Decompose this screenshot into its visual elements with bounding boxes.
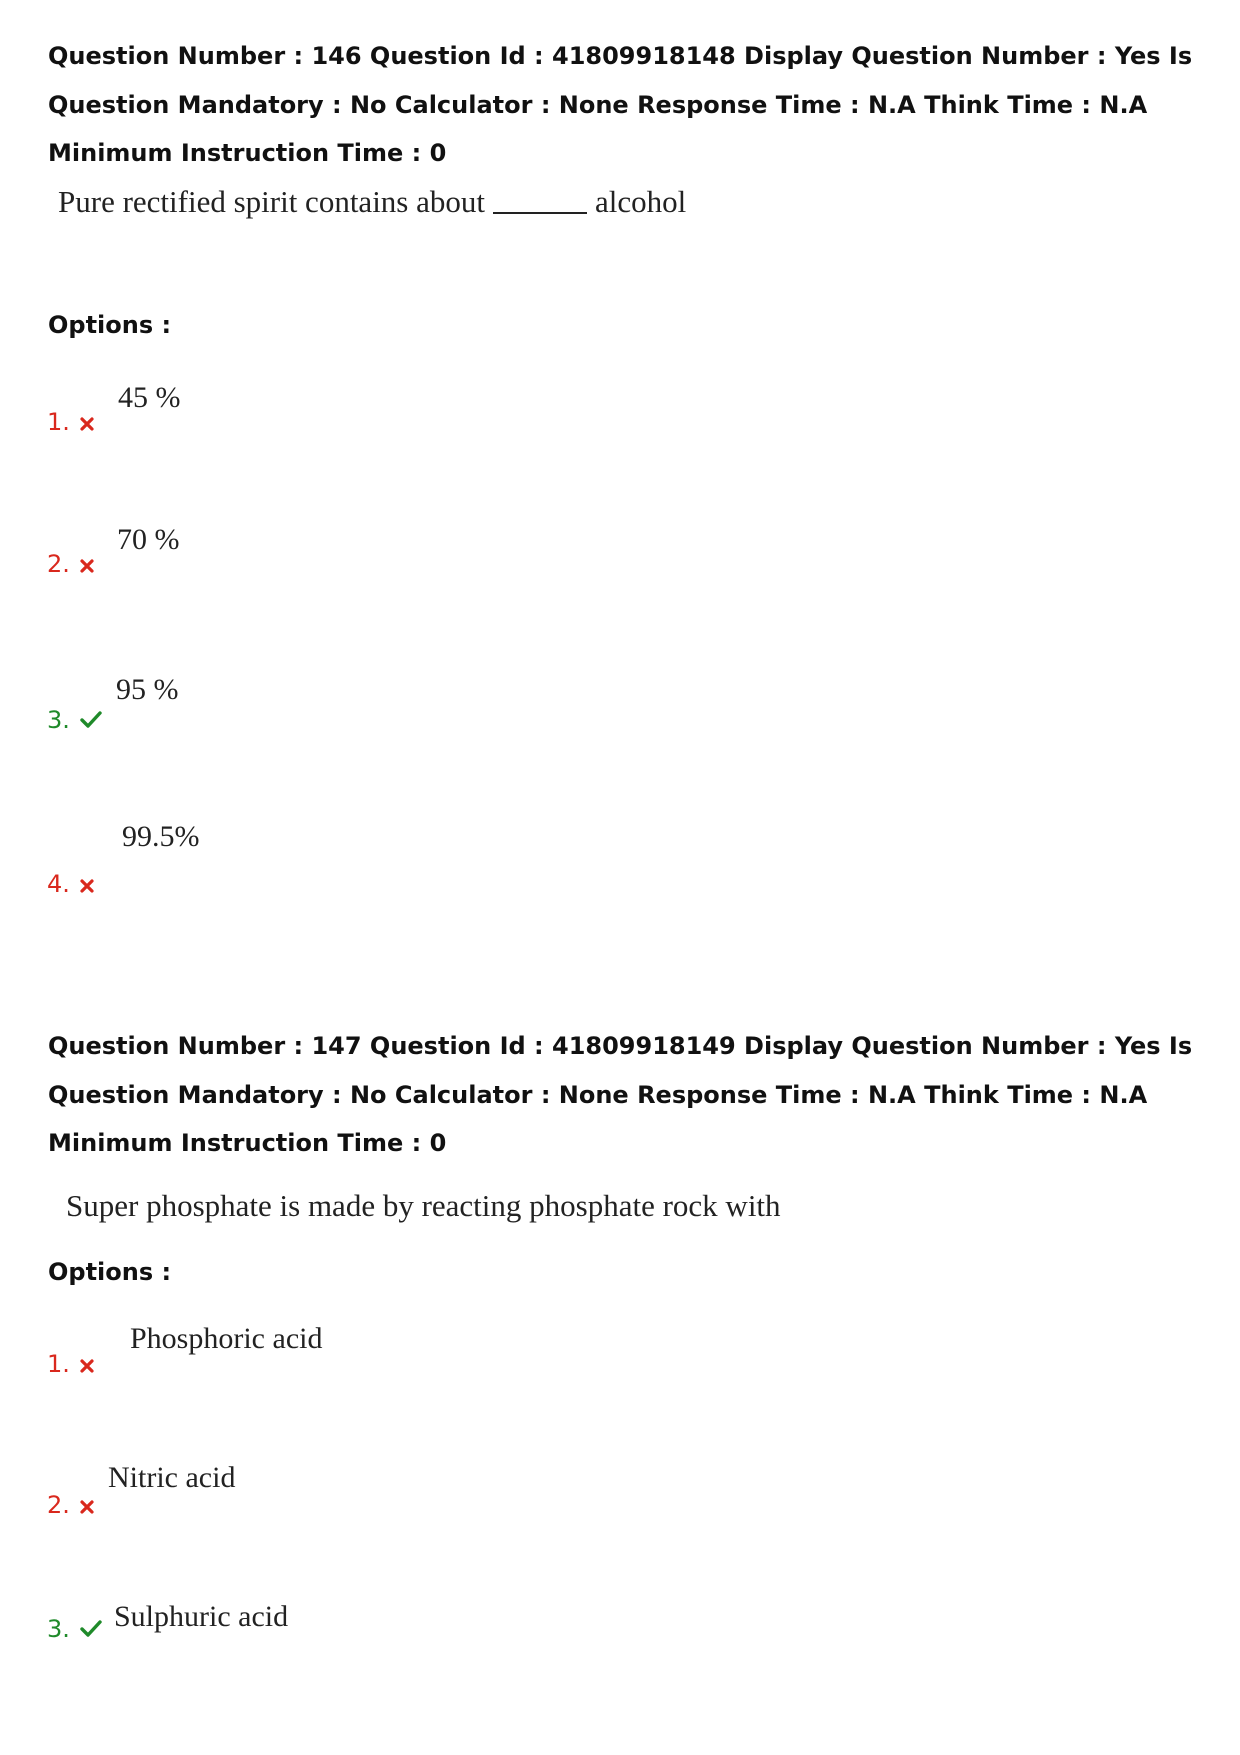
option-number: 3. [47, 706, 70, 734]
cross-icon [80, 1351, 94, 1379]
option-number: 2. [47, 550, 70, 578]
cross-icon [80, 1492, 94, 1520]
check-icon [80, 707, 102, 735]
option-1 [47, 408, 94, 437]
option-text: Phosphoric acid [130, 1322, 323, 1355]
option-text: Sulphuric acid [114, 1600, 289, 1633]
question-meta: Question Number : 147 Question Id : 41809918149 Display Question Number : Yes Is Question Mandatory : No Calculator : None Response Time : N.A Think Time : N.A Minimum Instruction Time : 0 [48, 1032, 1193, 1157]
option-number: 2. [47, 1491, 70, 1519]
cross-icon [80, 409, 94, 437]
option-2 [47, 1491, 94, 1520]
option-1 [47, 1350, 94, 1379]
option-text: 70 % [117, 523, 180, 556]
option-text: Nitric acid [108, 1461, 236, 1494]
question-text [58, 184, 686, 220]
option-4 [47, 870, 94, 899]
option-3 [47, 1615, 102, 1644]
option-number: 1. [47, 408, 70, 436]
check-icon [80, 1616, 102, 1644]
option-text: 45 % [118, 381, 181, 414]
option-text: 99.5% [122, 820, 200, 853]
option-number: 4. [47, 870, 70, 898]
options-label: Options : [48, 311, 172, 339]
cross-icon [80, 871, 94, 899]
options-label: Options : [48, 1258, 172, 1286]
question-text-after: alcohol [595, 184, 687, 219]
option-number: 1. [47, 1350, 70, 1378]
option-number: 3. [47, 1615, 70, 1643]
fill-blank [493, 212, 587, 214]
option-2 [47, 550, 94, 579]
cross-icon [80, 551, 94, 579]
option-3 [47, 706, 102, 735]
option-text: 95 % [116, 673, 179, 706]
question-meta: Question Number : 146 Question Id : 41809918148 Display Question Number : Yes Is Question Mandatory : No Calculator : None Response Time : N.A Think Time : N.A Minimum Instruction Time : 0 [48, 42, 1193, 167]
question-text-before: Pure rectified spirit contains about [58, 184, 485, 219]
question-text: Super phosphate is made by reacting phosphate rock with [66, 1188, 781, 1223]
